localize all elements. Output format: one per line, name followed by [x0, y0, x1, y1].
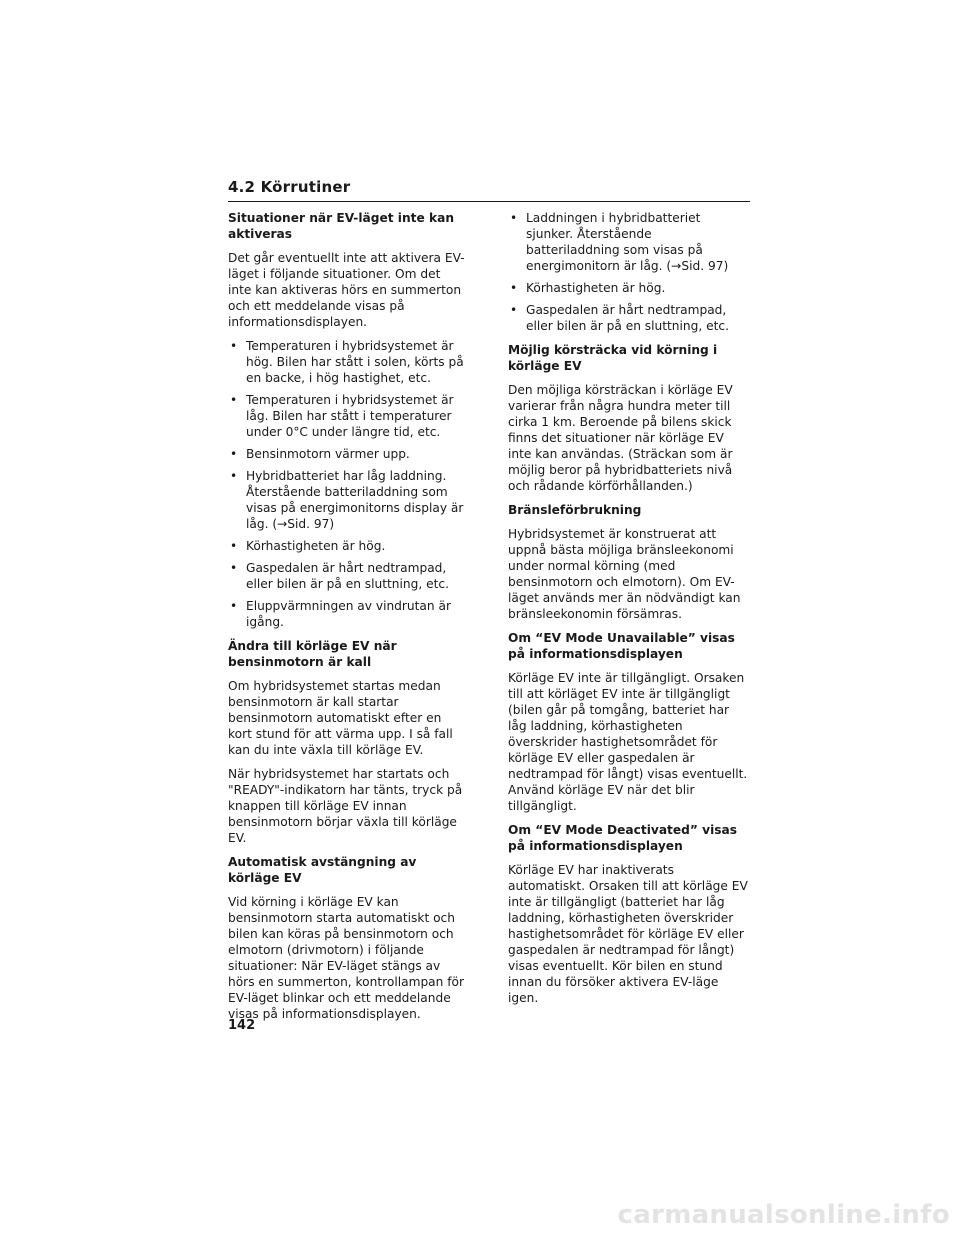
list-item: • Körhastigheten är hög. [228, 538, 466, 554]
paragraph: När hybridsystemet har startats och "READY"-indikatorn har tänts, tryck på knappen till körläge EV innan bensinmotorn börjar växla till körläge EV. [228, 767, 463, 845]
list-item: • Gaspedalen är hårt nedtrampad, eller bilen är på en sluttning, etc. [508, 302, 748, 334]
right-column [508, 210, 748, 1014]
heading-auto-cancel: Automatisk avstängning av körläge EV [228, 855, 417, 885]
list-item: • Laddningen i hybridbatteriet sjunker. Återstående batteriladdning som visas på energimonitorn är låg. (→Sid. 97) [508, 210, 748, 274]
list-item: • Hybridbatteriet har låg laddning. Återstående batteriladdning som visas på energimonitorns display är låg. (→Sid. 97) [228, 468, 466, 532]
paragraph: Vid körning i körläge EV kan bensinmotorn starta automatiskt och bilen kan köras på bensinmotorn och elmotorn (drivmotorn) i följande situationer: När EV-läget stängs av hörs en summerton, kontrollampan för EV-läget blinkar och ett meddelande visas på informationsdisplayen. [228, 895, 465, 1021]
list-item: • Eluppvärmningen av vindrutan är igång. [228, 598, 466, 630]
section-header: 4.2 Körrutiner [228, 178, 750, 202]
paragraph: Körläge EV har inaktiverats automatiskt. Orsaken till att körläge EV inte är tillgängligt (batteriet har låg laddning, körhastigheten överskrider hastighetsområdet för körläge EV eller gaspedalen är nedtrampad för långt) visas eventuellt. Kör bilen en stund innan du försöker aktivera EV-läge igen. [508, 863, 748, 1005]
paragraph: Körläge EV inte är tillgängligt. Orsaken till att körläget EV inte är tillgängligt (bilen går på tomgång, batteriet har låg laddning, körhastigheten överskrider hastighetsområdet för körläge EV eller gaspedalen är nedtrampad för långt) visas eventuellt. Använd körläge EV när det blir tillgängligt. [508, 671, 748, 813]
page-number: 142 [228, 1018, 256, 1033]
list-item: • Körhastigheten är hög. [508, 280, 748, 296]
heading-fuel-consumption: Bränsleförbrukning [508, 503, 642, 517]
heading-cold-engine: Ändra till körläge EV när bensinmotorn är kall [228, 639, 397, 669]
paragraph: Den möjliga körsträckan i körläge EV varierar från några hundra meter till cirka 1 km. Beroende på bilens skick finns det situationer när körläge EV inte kan användas. (Sträckan som är möjlig beror på hybridbatteriets nivå och rådande körförhållanden.) [508, 383, 733, 493]
situation-list-continued [508, 210, 748, 334]
paragraph: Om hybridsystemet startas medan bensinmotorn är kall startar bensinmotorn automatiskt efter en kort stund för att värma upp. I så fall kan du inte växla till körläge EV. [228, 679, 453, 757]
list-item: • Temperaturen i hybridsystemet är låg. Bilen har stått i temperaturer under 0°C under längre tid, etc. [228, 392, 466, 440]
list-item: • Temperaturen i hybridsystemet är hög. Bilen har stått i solen, körts på en backe, i hög hastighet, etc. [228, 338, 466, 386]
list-item: • Gaspedalen är hårt nedtrampad, eller bilen är på en sluttning, etc. [228, 560, 466, 592]
paragraph: Hybridsystemet är konstruerat att uppnå bästa möjliga bränsleekonomi under normal körning (med bensinmotorn och elmotorn). Om EV-läget används mer än nödvändigt kan bränsleekonomin försämras. [508, 527, 741, 621]
heading-ev-mode-deactivated: Om “EV Mode Deactivated” visas på informationsdisplayen [508, 823, 737, 853]
situation-list [228, 338, 466, 630]
paragraph: Det går eventuellt inte att aktivera EV-läget i följande situationer. Om det inte kan aktiveras hörs en summerton och ett meddelande visas på informationsdisplayen. [228, 251, 465, 329]
watermark: carmanualsonline.info [617, 1200, 950, 1230]
heading-ev-mode-unavailable: Om “EV Mode Unavailable” visas på informationsdisplayen [508, 631, 735, 661]
list-item: • Bensinmotorn värmer upp. [228, 446, 466, 462]
heading-ev-unavailable: Situationer när EV-läget inte kan aktiveras [228, 211, 454, 241]
left-column [228, 210, 466, 1030]
heading-ev-range: Möjlig körsträcka vid körning i körläge EV [508, 343, 718, 373]
